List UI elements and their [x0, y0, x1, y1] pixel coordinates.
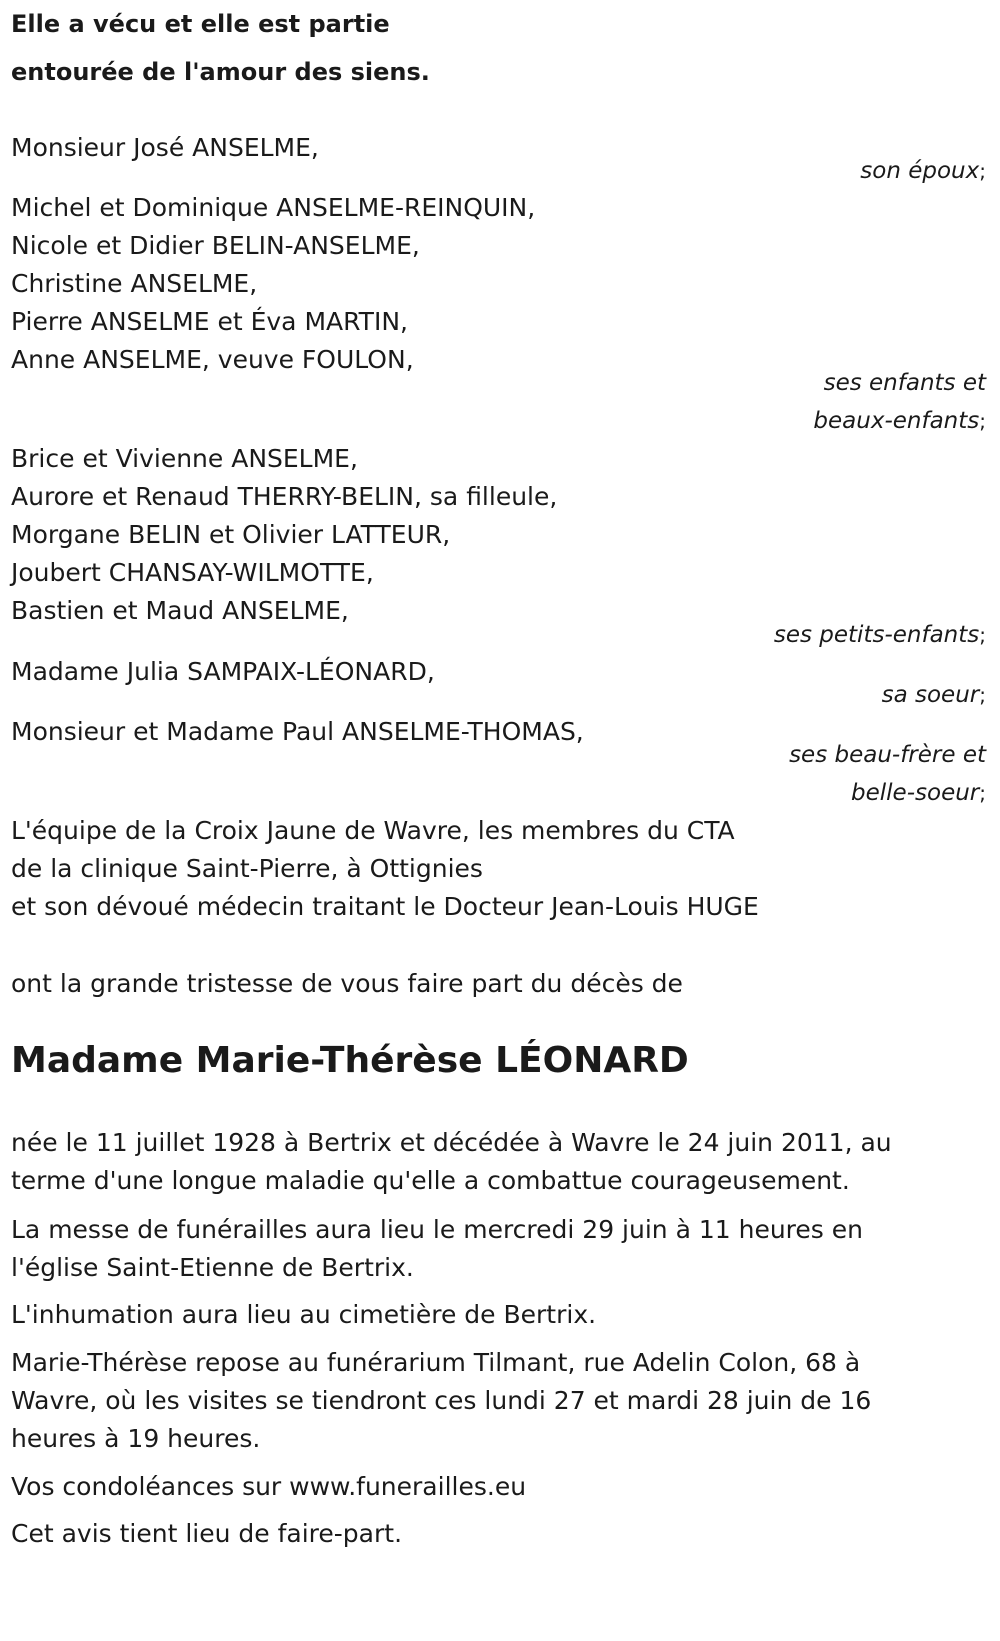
family-name-line: Joubert CHANSAY-WILMOTTE, — [11, 558, 374, 587]
role-terminator: ; — [979, 159, 986, 183]
family-role — [774, 620, 986, 650]
details-line: L'inhumation aura lieu au cimetière de Bertrix. — [11, 1300, 597, 1329]
role-text: ses petits-enfants — [773, 622, 980, 648]
family-role — [813, 406, 986, 436]
role-text: belle-soeur — [851, 780, 980, 806]
details-line: heures à 19 heures. — [11, 1424, 261, 1453]
details-line: La messe de funérailles aura lieu le mercredi 29 juin à 11 heures en — [11, 1215, 863, 1244]
announcement: ont la grande tristesse de vous faire part du décès de — [11, 969, 683, 998]
family-name-line: Monsieur José ANSELME, — [11, 133, 319, 162]
family-name-line: Nicole et Didier BELIN-ANSELME, — [11, 231, 420, 260]
family-role — [882, 680, 986, 710]
family-name-line: Morgane BELIN et Olivier LATTEUR, — [11, 520, 451, 549]
epigraph-line: Elle a vécu et elle est partie — [11, 10, 390, 38]
epigraph-line: entourée de l'amour des siens. — [11, 58, 430, 86]
family-name-line: Monsieur et Madame Paul ANSELME-THOMAS, — [11, 717, 584, 746]
details-line: Marie-Thérèse repose au funérarium Tilmant, rue Adelin Colon, 68 à — [11, 1348, 861, 1377]
role-text: beaux-enfants — [813, 408, 980, 434]
family-role: ses beau-frère et — [789, 742, 986, 768]
role-terminator: ; — [979, 623, 986, 647]
family-name-line: Pierre ANSELME et Éva MARTIN, — [11, 307, 408, 336]
details-line: terme d'une longue maladie qu'elle a combattue courageusement. — [11, 1166, 850, 1195]
role-terminator: ; — [979, 683, 986, 707]
condolences-line: Vos condoléances sur www.funerailles.eu — [11, 1472, 527, 1501]
medical-team-line: L'équipe de la Croix Jaune de Wavre, les membres du CTA — [11, 816, 735, 845]
closing-line: Cet avis tient lieu de faire-part. — [11, 1519, 403, 1548]
family-name-line: Bastien et Maud ANSELME, — [11, 596, 349, 625]
family-name-line: Michel et Dominique ANSELME-REINQUIN, — [11, 193, 536, 222]
family-role — [860, 156, 986, 186]
details-line: Wavre, où les visites se tiendront ces lundi 27 et mardi 28 juin de 16 — [11, 1386, 872, 1415]
family-name-line: Brice et Vivienne ANSELME, — [11, 444, 358, 473]
role-text: son époux — [860, 158, 980, 184]
family-name-line: Madame Julia SAMPAIX-LÉONARD, — [11, 657, 435, 686]
role-text: sa soeur — [881, 682, 980, 708]
family-name-line: Aurore et Renaud THERRY-BELIN, sa filleule, — [11, 482, 558, 511]
medical-team-line: et son dévoué médecin traitant le Docteur Jean-Louis HUGE — [11, 892, 759, 921]
family-role: ses enfants et — [823, 370, 986, 396]
details-line: l'église Saint-Etienne de Bertrix. — [11, 1253, 414, 1282]
family-role — [851, 778, 986, 808]
details-line: née le 11 juillet 1928 à Bertrix et décédée à Wavre le 24 juin 2011, au — [11, 1128, 892, 1157]
family-name-line: Anne ANSELME, veuve FOULON, — [11, 345, 414, 374]
role-terminator: ; — [979, 781, 986, 805]
role-terminator: ; — [979, 409, 986, 433]
medical-team-line: de la clinique Saint-Pierre, à Ottignies — [11, 854, 483, 883]
family-name-line: Christine ANSELME, — [11, 269, 258, 298]
deceased-name: Madame Marie-Thérèse LÉONARD — [11, 1040, 689, 1081]
